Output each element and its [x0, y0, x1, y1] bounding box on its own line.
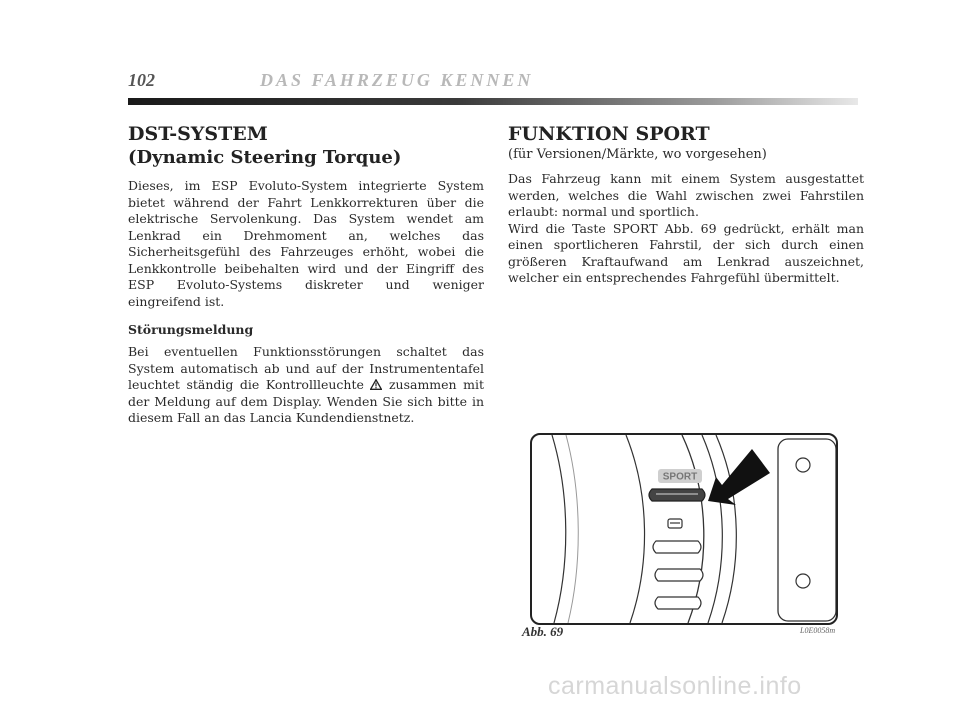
fault-message-paragraph	[128, 344, 484, 427]
warning-triangle-icon	[370, 379, 382, 390]
dst-paragraph: Dieses, im ESP Evoluto-System integrierte System bietet während der Fahrt Lenkkorrekturen über die elektrische Servolenkung. Das System wendet am Lenkrad ein Drehmoment an, welches das Sicherheitsgefühl des Fahrzeuges erhöht, wobei die Lenkkontrolle beibehalten wird und der Eingriff des ESP Evoluto-Systems diskreter und weniger eingreifend ist.	[128, 178, 484, 309]
figure-code: L0E0058m	[800, 626, 836, 635]
dst-subtitle: (Dynamic Steering Torque)	[128, 147, 402, 168]
availability-note: (für Versionen/Märkte, wo vorgesehen)	[508, 147, 767, 162]
dst-heading: DST-SYSTEM	[128, 123, 268, 145]
sport-button-figure	[530, 433, 838, 625]
left-column	[128, 122, 484, 437]
watermark: carmanualsonline.info	[548, 672, 802, 700]
page-number: 102	[128, 70, 155, 90]
sport-heading: FUNKTION SPORT	[508, 123, 710, 145]
right-column	[508, 122, 864, 297]
sport-button-label: SPORT	[662, 471, 698, 483]
fault-text-start: Bei eventuellen Funktionsstörungen schaltet das System automatisch ab und auf der Instrumententafel leuchtet ständig die Kontrollleuchte	[128, 344, 484, 392]
header-rule	[128, 98, 858, 105]
sport-paragraph-2: Wird die Taste SPORT Abb. 69 gedrückt, erhält man einen sportlicheren Fahrstil, der sich durch einen größeren Kraftaufwand am Lenkrad auszeichnet, welcher ein entsprechendes Fahrgefühl übermittelt.	[508, 220, 864, 285]
fault-text-end: zusammen mit der Meldung auf dem Display. Wenden Sie sich bitte in diesem Fall an das Lancia Kundendienstnetz.	[128, 377, 484, 425]
sport-paragraph-1: Das Fahrzeug kann mit einem System ausgestattet werden, welches die Wahl zwischen zwei Fahrstilen erlaubt: normal und sportlich.	[508, 171, 864, 219]
pointer-arrow-icon	[708, 449, 770, 505]
fault-message-heading: Störungsmeldung	[128, 322, 254, 337]
sport-button-illustration	[532, 435, 836, 623]
chapter-title: DAS FAHRZEUG KENNEN	[260, 70, 534, 90]
figure-caption: Abb. 69	[522, 624, 564, 639]
